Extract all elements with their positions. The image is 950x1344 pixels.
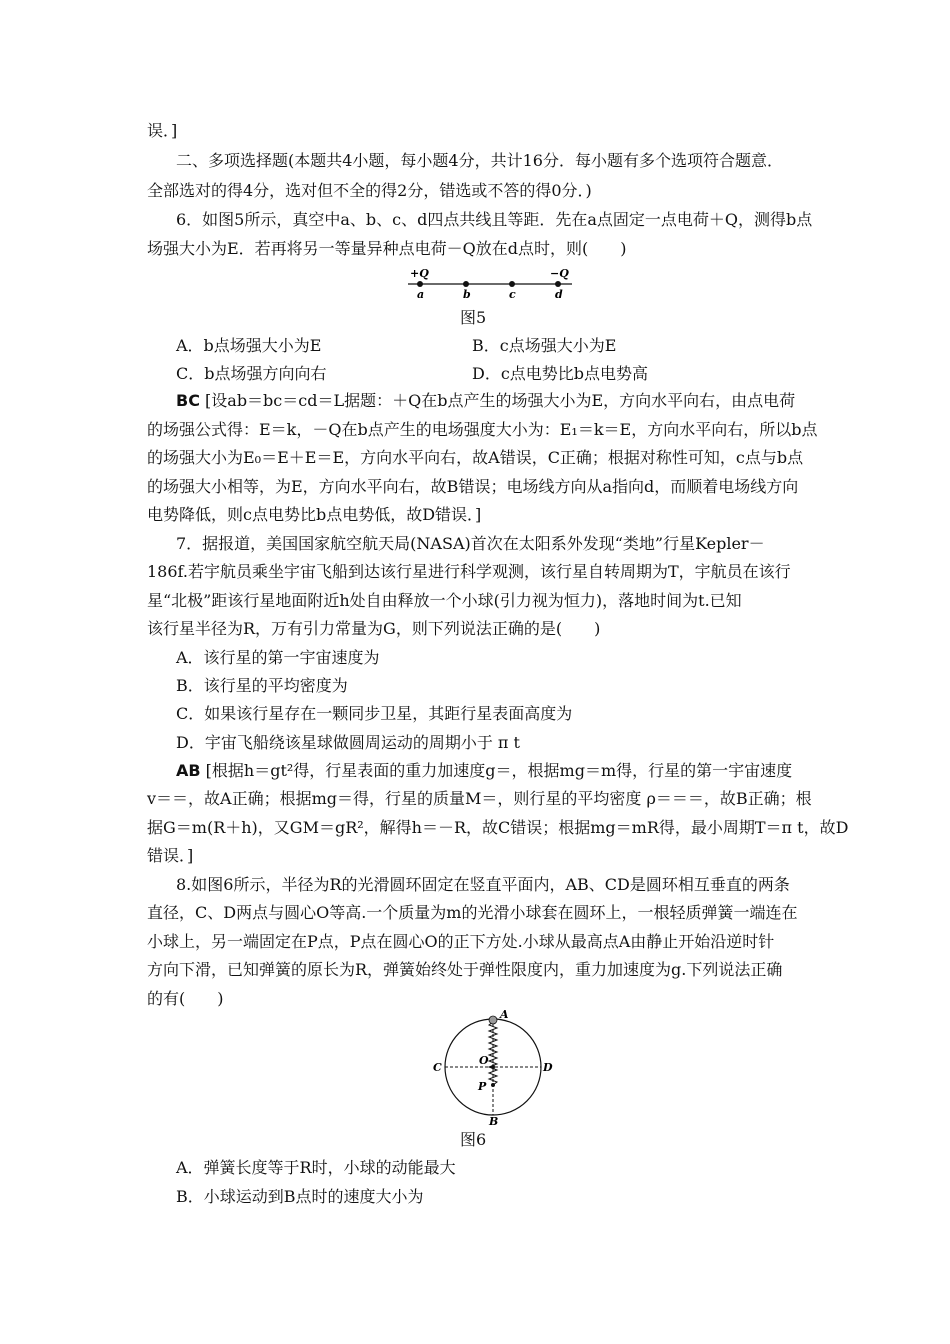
- point-label: d: [555, 288, 563, 301]
- charge-label-positive: +Q: [410, 267, 429, 280]
- label-b: B: [489, 1115, 499, 1125]
- charge-label-negative: −Q: [550, 267, 569, 280]
- answer-key: BC: [176, 391, 200, 410]
- question-7-stem: 该行星半径为R，万有引力常量为G，则下列说法正确的是( ): [147, 619, 601, 638]
- question-8-stem: 直径，C、D两点与圆心O等高.一个质量为m的光滑小球套在圆环上，一根轻质弹簧一端连在: [147, 903, 798, 922]
- label-c: C: [433, 1061, 442, 1074]
- option-b: B．小球运动到B点时的速度大小为: [176, 1187, 424, 1206]
- point-c: [509, 281, 515, 287]
- explanation-line: 电势降低，则c点电势比b点电势低，故D错误．]: [147, 505, 482, 524]
- question-8-stem: 方向下滑，已知弹簧的原长为R，弹簧始终处于弹性限度内，重力加速度为g.下列说法正确: [147, 960, 783, 979]
- option-b: B．该行星的平均密度为: [176, 676, 348, 695]
- section-heading: 二、多项选择题(本题共4小题，每小题4分，共计16分．每小题有多个选项符合题意．: [176, 151, 783, 170]
- label-d: D: [543, 1061, 553, 1074]
- text-line: 全部选对的得4分，选对但不全的得2分，错选或不答的得0分．): [147, 181, 592, 200]
- option-b: B．c点场强大小为E: [472, 336, 617, 355]
- explanation-line: v＝＝，故A正确；根据mg＝得，行星的质量M＝，则行星的平均密度 ρ＝＝＝，故B正确；根: [147, 789, 812, 808]
- anchor-point: [491, 1083, 495, 1087]
- figure-6-caption: 图6: [460, 1130, 487, 1149]
- option-c: C．b点场强方向向右: [176, 364, 327, 383]
- figure-6-diagram: [430, 1010, 560, 1125]
- option-a: A．该行星的第一宇宙速度为: [176, 648, 380, 667]
- answer-explanation: [176, 761, 792, 781]
- point-label: a: [417, 288, 425, 301]
- question-8-stem: 8.如图6所示，半径为R的光滑圆环固定在竖直平面内，AB、CD是圆环相互垂直的两条: [176, 875, 790, 894]
- explanation-line: 据G＝m(R＋h)，又GM＝gR²，解得h＝－R，故C错误；根据mg＝mR得，最小周期T＝π t，故D: [147, 818, 849, 837]
- option-d: D．c点电势比b点电势高: [472, 364, 649, 383]
- text-line: 误．]: [147, 121, 178, 140]
- question-6-stem: 6．如图5所示，真空中a、b、c、d四点共线且等距．先在a点固定一点电荷＋Q，测得b点: [176, 210, 813, 229]
- ball: [489, 1016, 497, 1024]
- question-7-stem: 星“北极”距该行星地面附近h处自由释放一个小球(引力视为恒力)，落地时间为t.已知: [147, 591, 742, 610]
- point-b: [463, 281, 469, 287]
- center-point: [491, 1065, 495, 1069]
- explanation-text: [根据h＝gt²得，行星表面的重力加速度g＝，根据mg＝m得，行星的第一宇宙速度: [205, 761, 793, 780]
- question-8-stem: 小球上，另一端固定在P点，P点在圆心O的正下方处.小球从最高点A由静止开始沿逆时针: [147, 932, 775, 951]
- question-7-stem: 7．据报道，美国国家航空航天局(NASA)首次在太阳系外发现“类地”行星Kepler－: [176, 534, 765, 553]
- figure-5-diagram: [400, 263, 580, 303]
- label-a: A: [500, 1010, 509, 1021]
- label-p: P: [478, 1080, 487, 1093]
- point-label: b: [463, 288, 471, 301]
- point-label: c: [509, 288, 516, 301]
- option-d: D．宇宙飞船绕该星球做圆周运动的周期小于 π t: [176, 733, 520, 752]
- option-a: A．弹簧长度等于R时，小球的动能最大: [176, 1158, 456, 1177]
- explanation-line: 错误．]: [147, 846, 194, 865]
- answer-key: AB: [176, 761, 201, 780]
- option-c: C．如果该行星存在一颗同步卫星，其距行星表面高度为: [176, 704, 573, 723]
- explanation-line: 的场强大小为E₀＝E＋E＝E，方向水平向右，故A错误，C正确；根据对称性可知，c点与b点: [147, 448, 804, 467]
- option-a: A．b点场强大小为E: [176, 336, 322, 355]
- label-o: O: [479, 1054, 489, 1067]
- figure-5-caption: 图5: [460, 308, 487, 327]
- point-a: [417, 281, 423, 287]
- question-8-stem: 的有( ): [147, 989, 224, 1008]
- explanation-text: [设ab＝bc＝cd＝L据题：＋Q在b点产生的场强大小为E，方向水平向右，由点电荷: [205, 391, 796, 410]
- question-7-stem: 186f.若宇航员乘坐宇宙飞船到达该行星进行科学观测，该行星自转周期为T，宇航员在该行: [147, 562, 791, 581]
- explanation-line: 的场强公式得：E＝k，－Q在b点产生的电场强度大小为：E₁＝k＝E，方向水平向右，所以b点: [147, 420, 818, 439]
- explanation-line: 的场强大小相等，为E，方向水平向右，故B错误；电场线方向从a指向d，而顺着电场线方向: [147, 477, 799, 496]
- question-6-stem: 场强大小为E．若再将另一等量异种点电荷－Q放在d点时，则( ): [147, 239, 627, 258]
- answer-explanation: [176, 391, 795, 411]
- point-d: [555, 281, 561, 287]
